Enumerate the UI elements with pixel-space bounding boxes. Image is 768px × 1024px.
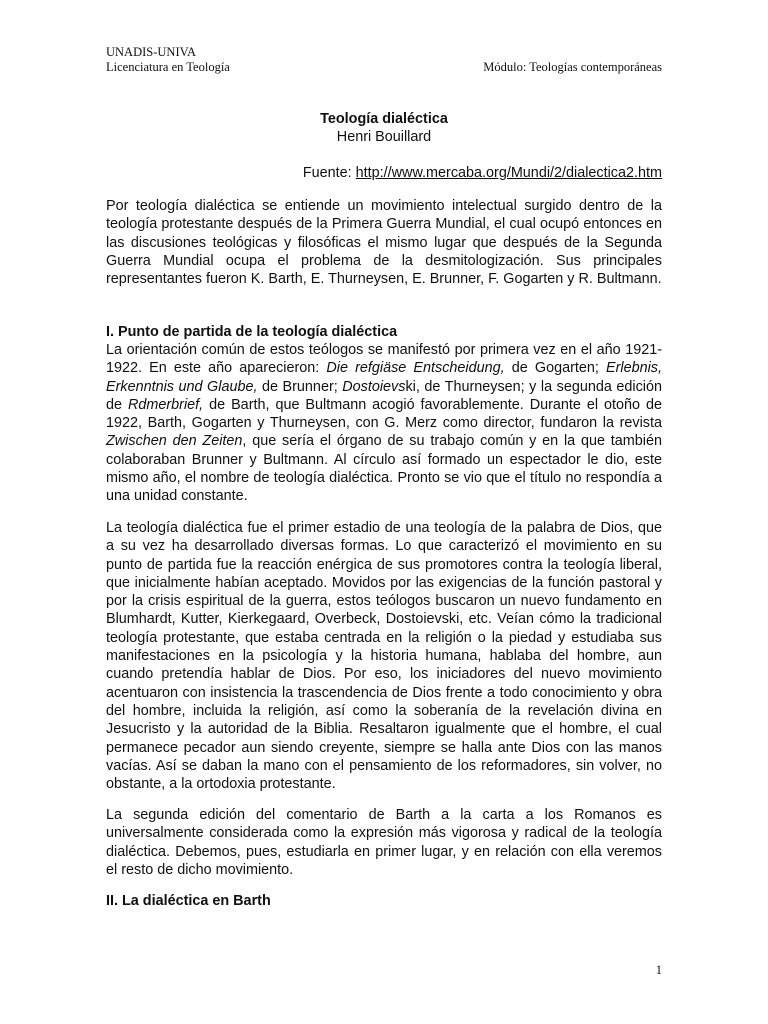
program-name: Licenciatura en Teología (106, 60, 230, 74)
text-run: de Gogarten; (504, 360, 606, 377)
module-name: Módulo: Teologías contemporáneas (483, 60, 662, 74)
document-title: Teología dialéctica (320, 111, 448, 127)
title-block (106, 110, 662, 147)
page-number: 1 (655, 963, 662, 977)
section1-paragraph-2: La teología dialéctica fue el primer estadio de una teología de la palabra de Dios, que a su vez ha desarrollado diversas formas. Lo que caracterizó el movimiento en su punto de partida fue la reacción enérgica de sus promotores contra la teología liberal, que inicialmente habían aceptado. Movidos por las exigencias de la función pastoral y por la crisis espiritual de la guerra, estos teólogos buscaron un nuevo fundamento en Blumhardt, Kutter, Kierkegaard, Overbeck, Dostoievski, etc. Veían cómo la tradicional teología protestante, que estaba centrada en la religión o la piedad y estudiaba sus manifestaciones en la psicología y la historia humana, hablaba del hombre, aun cuando pretendía hablar de Dios. Por eso, los iniciadores del nuevo movimiento acentuaron con insistencia la trascendencia de Dios frente a todo conocimiento y obra del hombre, incluida la religión, así como la soberanía de la revelación divina en Jesucristo y la autoridad de la Biblia. Resaltaron igualmente que el hombre, el cual permanece pecador aun siendo creyente, siempre se halla ante Dios con las manos vacías. Así se daban la mano con el pensamiento de los reformadores, sin volver, no obstante, a la ortodoxia protestante. (106, 520, 662, 793)
text-run: ki, de Thurneysen; y la segunda edición de (106, 378, 662, 413)
section-heading-1: I. Punto de partida de la teología dialéctica (106, 324, 398, 340)
source-label: Fuente: (302, 165, 356, 181)
source-link[interactable]: http://www.mercaba.org/Mundi/2/dialectica2.htm (355, 165, 662, 181)
text-run: de Brunner; (257, 378, 343, 395)
italic-title-thurneysen: Dostoievs (342, 378, 406, 395)
source-line (106, 164, 662, 182)
section1-paragraph-3: La segunda edición del comentario de Barth a la carta a los Romanos es universalmente considerada como la expresión más vigorosa y radical de la teología dialéctica. Debemos, pues, estudiarla en primer lugar, y en relación con ella veremos el resto de dicho movimiento. (106, 807, 662, 878)
document-author: Henri Bouillard (336, 129, 432, 146)
italic-journal-title: Zwischen den Zeiten (106, 433, 243, 450)
header-left (106, 45, 230, 75)
text-run: de Barth, que Bultmann acogió favorablemente. Durante el otoño de 1922, Barth, Gogarten y Thurneysen, con G. Merz como director, fundaron la revista (106, 396, 663, 432)
italic-title-barth: Rdmerbrief, (127, 396, 204, 413)
intro-paragraph: Por teología dialéctica se entiende un movimiento intelectual surgido dentro de la teología protestante después de la Primera Guerra Mundial, el cual ocupó entonces en las discusiones teológicas y filosóficas el mismo lugar que después de la Segunda Guerra Mundial ocupa el problema de la desmitologización. Sus principales representantes fueron K. Barth, E. Thurneysen, E. Brunner, F. Gogarten y R. Bultmann. (106, 198, 662, 288)
institution-name: UNADIS-UNIVA (106, 45, 197, 59)
section-heading-2: II. La dialéctica en Barth (106, 893, 271, 909)
section1-paragraph-1 (106, 341, 662, 506)
text-run: , que sería el órgano de su trabajo común y en la que también colaboraban Brunner y Bultmann. Al círculo así formado un espectador le dio, este mismo año, el nombre de teología dialéctica. Pronto se vio que el título no respondía a una unidad constante. (106, 433, 662, 505)
italic-title-brunner: Erlebnis, Erkenntnis und Glaube, (106, 360, 662, 395)
text-run: La orientación común de estos teólogos se manifestó por primera vez en el año 1921-1922. En este año aparecieron: (106, 342, 662, 377)
italic-title-gogarten: Die refgiäse Entscheidung, (326, 360, 505, 377)
